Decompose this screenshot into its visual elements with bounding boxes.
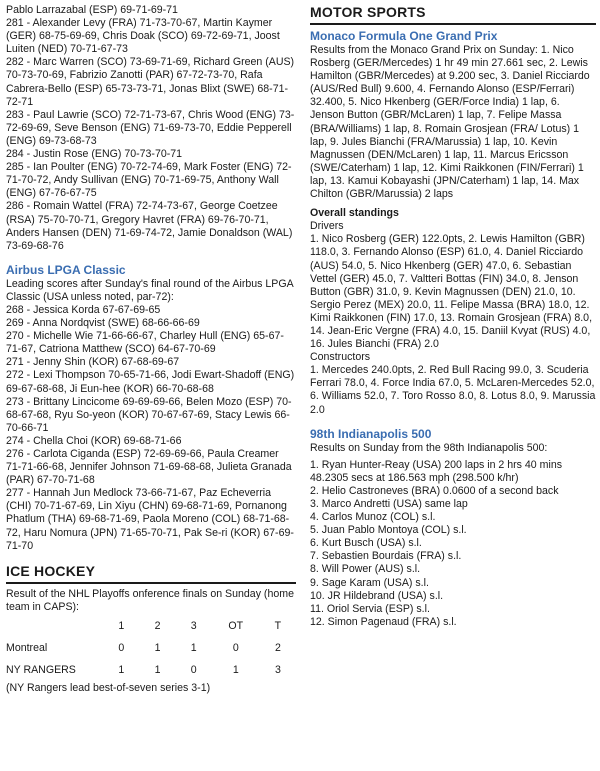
score-cell: 1 — [154, 642, 161, 655]
nhl-header-row — [6, 616, 296, 638]
lpga-line: 276 - Carlota Ciganda (ESP) 72-69-69-66, Paula Creamer 71-71-66-68, Jennifer Johnson 71-69-68-68, Julieta Granada (PAR) 67-70-71-68 — [6, 448, 292, 487]
lpga-line: 268 - Jessica Korda 67-67-69-65 — [6, 303, 161, 316]
score-cell: 1 — [232, 664, 239, 677]
hockey-intro: Result of the NHL Playoffs onference finals on Sunday (home team in CAPS): — [6, 587, 294, 613]
list-item: 10. JR Hildebrand (USA) s.l. — [310, 589, 444, 602]
overtime-header: OT — [228, 620, 244, 633]
monaco-results: Results from the Monaco Grand Prix on Sunday: 1. Nico Rosberg (GER/Mercedes) 1 hr 49 min 27.661 sec, 2. Lewis Hamilton (GBR/Mercedes) at 9.200 sec, 3. Daniel Ricciardo (AUS/Red Bull) 9.600, 4. Fernando Alonso (ESP/Ferrari) 32.400, 5. Nico Hkenberg (GER/Force India) 1 lap, 6. Jenson Button (GBR/McLaren) 1 lap, 7. Felipe Massa (BRA/Williams) 1 lap, 8. Romain Grosjean (FRA/ Lotus) 1 lap, 9. Jules Bianchi (FRA/Marussia) 1 lap, 10. Kevin Magnussen (DEN/McLaren) 1 lap, 11. Marcus Ericsson (SWE/Caterham) 1 lap, 12. Kimi Raikkonen (FIN/Ferrari) 1 lap, 13. Kamui Kobayashi (JPN/Caterham) 1 lap, 14. Max Chilton (GBR/Marussia) 2 laps — [310, 44, 590, 201]
right-column — [310, 4, 596, 629]
lpga-line: 272 - Lexi Thompson 70-65-71-66, Jodi Ewart-Shadoff (ENG) 69-67-68-68, Ji Eun-hee (KOR) 66-70-68-68 — [6, 369, 295, 395]
list-item: 3. Marco Andretti (USA) same lap — [310, 498, 468, 510]
constructors-standings: 1. Mercedes 240.0pts, 2. Red Bull Racing 99.0, 3. Scuderia Ferrari 78.0, 4. Force India 67.0, 5. McLaren-Mercedes 52.0, 6. Williams 52.0, 7. Toro Rosso 8.0, 8. Lotus 8.0, 9. Marussia 2.0 — [310, 364, 596, 416]
indy-intro: Results on Sunday from the 98th Indianapolis 500: — [310, 441, 548, 454]
team-name: Montreal — [6, 642, 48, 655]
list-item: 4. Carlos Munoz (COL) s.l. — [310, 511, 436, 524]
total-header: T — [274, 620, 282, 633]
lpga-line: 270 - Michelle Wie 71-66-66-67, Charley Hull (ENG) 65-67-71-67, Catriona Matthew (SCO) 64-67-70-69 — [6, 330, 284, 356]
list-item: 11. Oriol Servia (ESP) s.l. — [310, 602, 430, 615]
golf-line: 282 - Marc Warren (SCO) 73-69-71-69, Richard Green (AUS) 70-73-70-69, Fabrizio Zanotti (PAR) 67-72-73-70, Rafa Cabrera-Bello (ESP) 65-73-73-71, Jonas Blixt (SWE) 68-71-72-71 — [6, 56, 295, 108]
golf-line: Pablo Larrazabal (ESP) 69-71-69-71 — [6, 4, 178, 16]
series-note: (NY Rangers lead best-of-seven series 3-1) — [6, 681, 211, 694]
list-item: 9. Sage Karam (USA) s.l. — [310, 576, 429, 589]
list-item: 6. Kurt Busch (USA) s.l. — [310, 537, 422, 550]
list-item: 12. Simon Pagenaud (FRA) s.l. — [310, 615, 457, 628]
list-item: 1. Ryan Hunter-Reay (USA) 200 laps in 2 hrs 40 mins 48.2305 secs at 186.563 mph (298.500 k/hr) — [310, 458, 563, 484]
golf-line: 286 - Romain Wattel (FRA) 72-74-73-67, George Coetzee (RSA) 75-70-70-71, Gregory Havret (FRA) 69-76-70-71, Anders Hansen (DEN) 71-69-74-72, Jamie Donaldson (WAL) 73-69-68-76 — [6, 200, 293, 252]
monaco-section — [310, 29, 596, 201]
constructors-label: Constructors — [310, 351, 371, 364]
motor-sports-header: MOTOR SPORTS — [310, 4, 596, 25]
golf-line: 283 - Paul Lawrie (SCO) 72-71-73-67, Chris Wood (ENG) 73-72-69-69, Seve Benson (ENG) 71-69-73-70, Eddie Pepperell (ENG) 69-73-68-73 — [6, 108, 295, 147]
ice-hockey-header: ICE HOCKEY — [6, 563, 296, 584]
ice-hockey-section — [6, 563, 296, 695]
indy-500-section — [310, 427, 596, 629]
golf-line: 285 - Ian Poulter (ENG) 70-72-74-69, Mark Foster (ENG) 72-71-70-72, Andy Sullivan (ENG) 70-71-69-75, Anthony Wall (ENG) 67-76-67-75 — [6, 161, 292, 200]
list-item: 2. Helio Castroneves (BRA) 0.0600 of a second back — [310, 484, 559, 497]
drivers-standings: 1. Nico Rosberg (GER) 122.0pts, 2. Lewis Hamilton (GBR) 118.0, 3. Fernando Alonso (ESP) 61.0, 4. Daniel Ricciardo (AUS) 54.0, 5. Nico Hkenberg (GER) 47.0, 6. Sebastian Vettel (GER) 45.0, 7. Valtteri Bottas (FIN) 34.0, 8. Jenson Button (GBR) 31.0, 9. Kevin Magnussen (DEN) 21.0, 10. Sergio Perez (MEX) 20.0, 11. Felipe Massa (BRA) 18.0, 12. Kimi Raikkonen (FIN) 17.0, 13. Romain Grosjean (FRA) 8.0, 14. Jean-Eric Vergne (FRA) 4.0, 15. Daniil Kvyat (RUS) 4.0, 16. Jules Bianchi (FRA) 2.0 — [310, 233, 593, 351]
score-cell: 0 — [190, 664, 197, 677]
list-item: 5. Juan Pablo Montoya (COL) s.l. — [310, 524, 467, 537]
lpga-line: 269 - Anna Nordqvist (SWE) 68-66-66-69 — [6, 317, 200, 330]
lpga-section — [6, 263, 296, 553]
lpga-line: 274 - Chella Choi (KOR) 69-68-71-66 — [6, 434, 182, 447]
golf-line: 284 - Justin Rose (ENG) 70-73-70-71 — [6, 148, 183, 161]
list-item: 7. Sebastien Bourdais (FRA) s.l. — [310, 550, 462, 563]
team-name: NY RANGERS — [6, 664, 76, 677]
drivers-label: Drivers — [310, 220, 344, 233]
score-cell: 1 — [154, 664, 161, 677]
left-column — [6, 4, 296, 695]
score-cell: 2 — [274, 642, 281, 655]
standings-title: Overall standings — [310, 207, 399, 220]
monaco-title: Monaco Formula One Grand Prix — [310, 29, 498, 43]
table-row — [6, 638, 296, 660]
lpga-line: 277 - Hannah Jun Medlock 73-66-71-67, Paz Echeverria (CHI) 70-71-67-69, Lin Xiyu (CHN) 69-68-71-69, Pornanong Phatlum (THA) 69-68-71-69, Paola Moreno (COL) 68-71-68-72, Haru Nomura (JPN) 71-65-70-71, Pak Se-ri (KOR) 67-69-71-70 — [6, 487, 294, 552]
indy-title: 98th Indianapolis 500 — [310, 426, 432, 441]
table-row — [6, 660, 296, 682]
score-cell: 3 — [274, 664, 281, 677]
period-2-header: 2 — [154, 620, 161, 633]
golf-line: 281 - Alexander Levy (FRA) 71-73-70-67, Martin Kaymer (GER) 68-75-69-69, Chris Doak (SCO) 69-72-69-71, Joost Luiten (NED) 70-71-67-73 — [6, 17, 280, 56]
score-cell: 1 — [118, 664, 125, 677]
score-cell: 0 — [118, 642, 125, 655]
list-item: 8. Will Power (AUS) s.l. — [310, 563, 421, 576]
golf-results — [6, 4, 296, 253]
lpga-title: Airbus LPGA Classic — [6, 262, 126, 277]
standings-section — [310, 207, 596, 417]
score-cell: 0 — [232, 642, 239, 655]
nhl-score-table — [6, 616, 296, 682]
period-3-header: 3 — [190, 620, 197, 633]
lpga-intro: Leading scores after Sunday's final round of the Airbus LPGA Classic (USA unless noted, par-72): — [6, 277, 294, 303]
lpga-line: 271 - Jenny Shin (KOR) 67-68-69-67 — [6, 356, 180, 369]
lpga-line: 273 - Brittany Lincicome 69-69-69-66, Belen Mozo (ESP) 70-68-67-68, Ryu So-yeon (KOR) 70-67-67-69, Stacy Lewis 66-70-66-71 — [6, 395, 292, 434]
period-1-header: 1 — [118, 620, 125, 633]
score-cell: 1 — [190, 642, 197, 655]
